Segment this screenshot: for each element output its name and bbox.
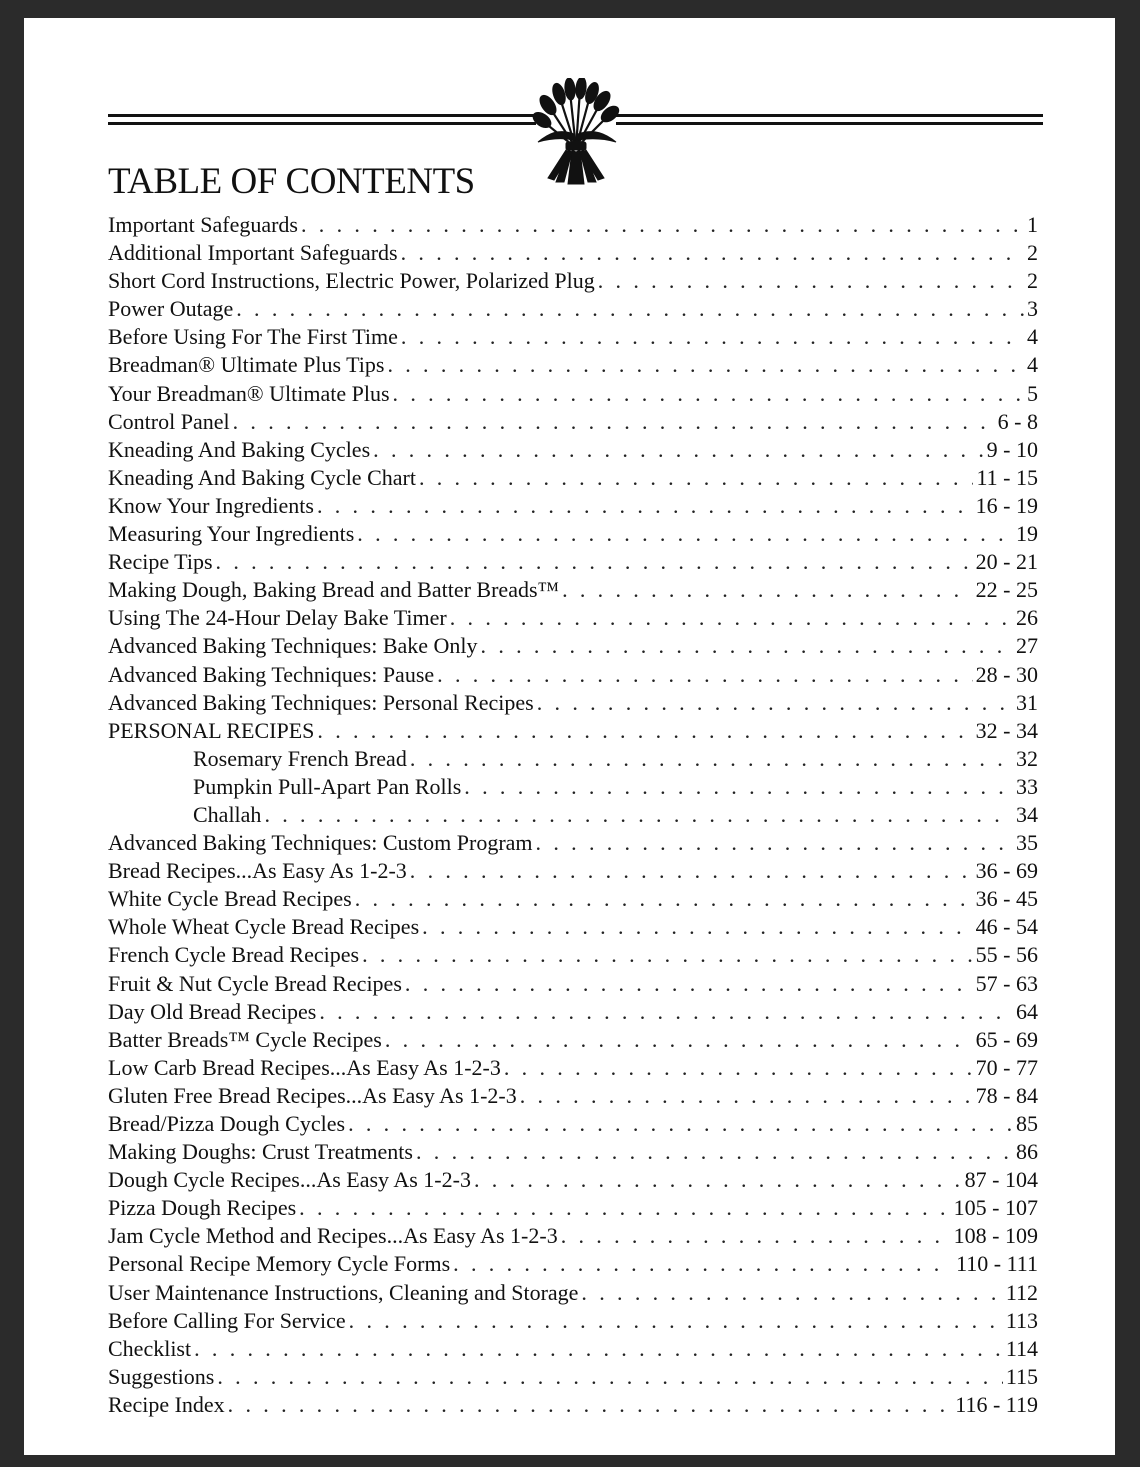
toc-entry-label: Checklist	[108, 1335, 192, 1361]
dot-leader	[437, 662, 973, 688]
dot-leader	[362, 942, 973, 968]
toc-entry-page: 4	[1027, 324, 1038, 350]
toc-entry-page: 20 - 21	[975, 549, 1038, 575]
toc-entry	[108, 1111, 1038, 1139]
toc-entry-page: 2	[1027, 240, 1038, 266]
toc-entry-page: 86	[1016, 1139, 1038, 1165]
dot-leader	[581, 1280, 1002, 1306]
toc-entry	[108, 1167, 1038, 1195]
toc-entry-label: Pumpkin Pull-Apart Pan Rolls	[193, 773, 462, 799]
toc-entry-label: Fruit & Nut Cycle Bread Recipes	[108, 970, 402, 996]
toc-entry	[108, 830, 1038, 858]
toc-entry-label: Advanced Baking Techniques: Personal Recipes	[108, 689, 534, 715]
dot-leader	[317, 493, 973, 519]
toc-entry-label: Jam Cycle Method and Recipes...As Easy As 1-2-3	[108, 1223, 558, 1249]
toc-entry-label: Challah	[193, 801, 262, 827]
toc-entry-label: Making Dough, Baking Bread and Batter Breads™	[108, 577, 560, 603]
toc-entry	[108, 1364, 1038, 1392]
dot-leader	[393, 381, 1024, 407]
dot-leader	[301, 212, 1024, 238]
dot-leader	[410, 858, 973, 884]
toc-entry-page: 34	[1016, 801, 1038, 827]
toc-entry-page: 4	[1027, 352, 1038, 378]
dot-leader	[481, 633, 1013, 659]
dot-leader	[405, 971, 973, 997]
toc-entry-page: 32	[1016, 745, 1038, 771]
toc-entry	[108, 409, 1038, 437]
dot-leader	[349, 1308, 1003, 1334]
table-of-contents	[108, 212, 1038, 1420]
toc-entry-page: 6 - 8	[997, 408, 1038, 434]
toc-entry-label: Recipe Index	[108, 1391, 225, 1417]
toc-entry	[108, 690, 1038, 718]
toc-entry-label: Control Panel	[108, 408, 230, 434]
toc-entry	[108, 1027, 1038, 1055]
dot-leader	[419, 465, 974, 491]
toc-entry	[108, 605, 1038, 633]
wheat-sheaf-icon	[530, 78, 622, 186]
dot-leader	[416, 1139, 1013, 1165]
toc-entry-page: 65 - 69	[975, 1026, 1038, 1052]
toc-entry	[108, 352, 1038, 380]
toc-entry-label: User Maintenance Instructions, Cleaning and Storage	[108, 1279, 579, 1305]
toc-entry-page: 115	[1005, 1363, 1038, 1389]
toc-entry-page: 5	[1027, 380, 1038, 406]
toc-entry	[108, 1195, 1038, 1223]
dot-leader	[401, 240, 1024, 266]
toc-entry-page: 33	[1016, 773, 1038, 799]
toc-entry-page: 19	[1016, 521, 1038, 547]
dot-leader	[422, 914, 973, 940]
page-title: TABLE OF CONTENTS	[108, 161, 475, 202]
toc-entry-page: 3	[1027, 296, 1038, 322]
toc-entry-page: 105 - 107	[953, 1195, 1038, 1221]
dot-leader	[319, 999, 1013, 1025]
toc-entry-page: 113	[1005, 1307, 1038, 1333]
dot-leader	[504, 1055, 973, 1081]
toc-entry	[108, 999, 1038, 1027]
toc-entry-label: Additional Important Safeguards	[108, 240, 398, 266]
toc-entry-label: Before Using For The First Time	[108, 324, 398, 350]
dot-leader	[385, 1027, 973, 1053]
dot-leader	[453, 1251, 953, 1277]
toc-entry	[108, 381, 1038, 409]
toc-entry	[108, 493, 1038, 521]
toc-entry-page: 55 - 56	[975, 942, 1038, 968]
dot-leader	[410, 746, 1013, 772]
toc-entry-page: 110 - 111	[956, 1251, 1038, 1277]
dot-leader	[264, 802, 1013, 828]
dot-leader	[536, 830, 1013, 856]
dot-leader	[561, 1223, 951, 1249]
toc-entry	[108, 774, 1038, 802]
toc-entry-label: Batter Breads™ Cycle Recipes	[108, 1026, 382, 1052]
toc-entry	[108, 1083, 1038, 1111]
header-rule-right-top	[616, 114, 1043, 117]
toc-entry-label: PERSONAL RECIPES	[108, 717, 315, 743]
toc-entry-page: 26	[1016, 605, 1038, 631]
toc-entry-page: 108 - 109	[953, 1223, 1038, 1249]
toc-entry-label: Before Calling For Service	[108, 1307, 346, 1333]
toc-entry-page: 31	[1016, 689, 1038, 715]
dot-leader	[537, 690, 1013, 716]
header-rule-left-top	[108, 114, 536, 117]
toc-entry-page: 85	[1016, 1111, 1038, 1136]
toc-entry-page: 114	[1005, 1335, 1038, 1361]
dot-leader	[387, 352, 1024, 378]
toc-entry-page: 28 - 30	[975, 661, 1038, 687]
toc-entry-page: 27	[1016, 633, 1038, 659]
toc-entry-label: Day Old Bread Recipes	[108, 998, 317, 1024]
toc-entry-label: Short Cord Instructions, Electric Power, Polarized Plug	[108, 268, 595, 294]
toc-entry	[108, 324, 1038, 352]
toc-entry	[108, 577, 1038, 605]
toc-entry-label: Advanced Baking Techniques: Bake Only	[108, 633, 478, 659]
toc-entry-page: 35	[1016, 830, 1038, 856]
toc-entry	[108, 1055, 1038, 1083]
toc-entry	[108, 802, 1038, 830]
toc-entry	[108, 662, 1038, 690]
toc-entry-label: Kneading And Baking Cycle Chart	[108, 464, 416, 490]
toc-entry	[108, 718, 1038, 746]
toc-entry-label: Using The 24-Hour Delay Bake Timer	[108, 605, 447, 631]
toc-entry-page: 22 - 25	[975, 577, 1038, 603]
header-rule-left-bottom	[108, 122, 536, 125]
dot-leader	[401, 324, 1024, 350]
dot-leader	[373, 437, 984, 463]
toc-entry-page: 116 - 119	[955, 1391, 1038, 1417]
toc-entry-label: Suggestions	[108, 1363, 215, 1389]
toc-entry-page: 112	[1005, 1279, 1038, 1305]
toc-entry	[108, 746, 1038, 774]
toc-entry	[108, 914, 1038, 942]
toc-entry	[108, 212, 1038, 240]
toc-entry-label: Personal Recipe Memory Cycle Forms	[108, 1251, 451, 1277]
toc-entry	[108, 1392, 1038, 1420]
dot-leader	[598, 268, 1024, 294]
dot-leader	[299, 1195, 951, 1221]
dot-leader	[317, 718, 972, 744]
toc-entry-label: Pizza Dough Recipes	[108, 1195, 297, 1221]
toc-entry	[108, 1308, 1038, 1336]
toc-entry-page: 78 - 84	[975, 1082, 1038, 1108]
toc-entry	[108, 465, 1038, 493]
toc-entry-label: Rosemary French Bread	[193, 745, 407, 771]
dot-leader	[228, 1392, 953, 1418]
toc-entry	[108, 886, 1038, 914]
toc-entry-label: Gluten Free Bread Recipes...As Easy As 1-2-3	[108, 1082, 517, 1108]
toc-entry	[108, 971, 1038, 999]
toc-entry	[108, 858, 1038, 886]
toc-entry-label: Dough Cycle Recipes...As Easy As 1-2-3	[108, 1167, 471, 1193]
toc-entry	[108, 633, 1038, 661]
toc-entry	[108, 1336, 1038, 1364]
toc-entry-label: Important Safeguards	[108, 212, 298, 237]
toc-entry	[108, 1280, 1038, 1308]
toc-entry-page: 16 - 19	[975, 492, 1038, 518]
toc-entry-label: Your Breadman® Ultimate Plus	[108, 380, 390, 406]
header-rule-right-bottom	[616, 122, 1043, 125]
dot-leader	[474, 1167, 962, 1193]
dot-leader	[520, 1083, 973, 1109]
toc-entry-label: White Cycle Bread Recipes	[108, 886, 352, 912]
dot-leader	[357, 521, 1013, 547]
toc-entry-page: 32 - 34	[975, 717, 1038, 743]
toc-entry	[108, 296, 1038, 324]
dot-leader	[355, 886, 973, 912]
toc-entry-label: Advanced Baking Techniques: Pause	[108, 661, 435, 687]
dot-leader	[217, 1364, 1002, 1390]
toc-entry-page: 9 - 10	[986, 436, 1038, 462]
toc-entry	[108, 549, 1038, 577]
toc-entry-page: 2	[1027, 268, 1038, 294]
toc-entry-label: Breadman® Ultimate Plus Tips	[108, 352, 385, 378]
toc-entry-page: 46 - 54	[975, 914, 1038, 940]
toc-entry-label: Know Your Ingredients	[108, 492, 314, 518]
toc-entry	[108, 521, 1038, 549]
toc-entry-page: 87 - 104	[964, 1167, 1038, 1193]
dot-leader	[216, 549, 973, 575]
toc-entry-page: 64	[1016, 998, 1038, 1024]
toc-entry	[108, 268, 1038, 296]
toc-entry-label: Power Outage	[108, 296, 234, 322]
toc-entry-label: Low Carb Bread Recipes...As Easy As 1-2-3	[108, 1054, 501, 1080]
dot-leader	[450, 605, 1013, 631]
toc-entry-page: 11 - 15	[976, 464, 1038, 490]
toc-entry-label: Advanced Baking Techniques: Custom Program	[108, 830, 533, 856]
toc-entry	[108, 240, 1038, 268]
toc-entry	[108, 437, 1038, 465]
toc-entry-page: 36 - 69	[975, 858, 1038, 884]
toc-entry	[108, 1139, 1038, 1167]
toc-entry-page: 70 - 77	[975, 1054, 1038, 1080]
toc-entry	[108, 1223, 1038, 1251]
dot-leader	[194, 1336, 1003, 1362]
toc-entry-page: 57 - 63	[975, 970, 1038, 996]
document-page	[24, 18, 1115, 1455]
toc-entry-label: Measuring Your Ingredients	[108, 521, 355, 547]
dot-leader	[236, 296, 1024, 322]
dot-leader	[562, 577, 973, 603]
toc-entry-label: Making Doughs: Crust Treatments	[108, 1139, 413, 1165]
toc-entry-label: Kneading And Baking Cycles	[108, 436, 371, 462]
toc-entry-page: 1	[1027, 212, 1038, 237]
toc-entry-label: Bread Recipes...As Easy As 1-2-3	[108, 858, 407, 884]
toc-entry-label: French Cycle Bread Recipes	[108, 942, 360, 968]
dot-leader	[233, 409, 995, 435]
toc-entry-label: Bread/Pizza Dough Cycles	[108, 1111, 346, 1136]
toc-entry-label: Recipe Tips	[108, 549, 213, 575]
dot-leader	[464, 774, 1013, 800]
toc-entry	[108, 942, 1038, 970]
toc-entry	[108, 1251, 1038, 1279]
dot-leader	[348, 1111, 1013, 1137]
toc-entry-page: 36 - 45	[975, 886, 1038, 912]
toc-entry-label: Whole Wheat Cycle Bread Recipes	[108, 914, 420, 940]
